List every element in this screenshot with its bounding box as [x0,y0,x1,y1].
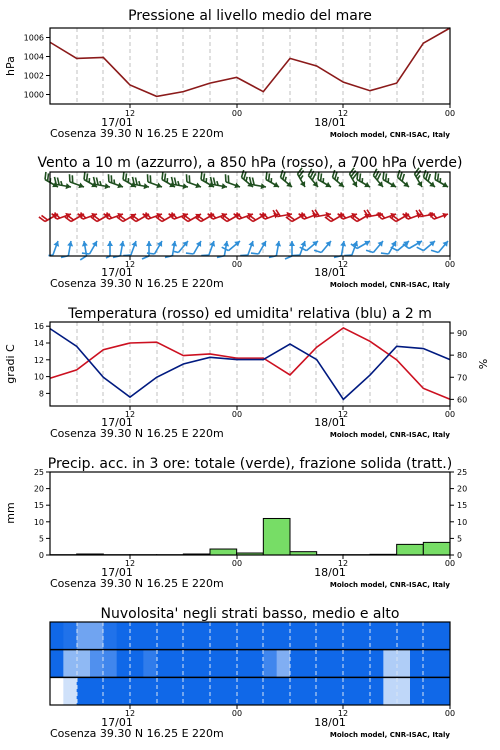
cloud-cell [330,650,344,678]
cloud-cell [330,622,344,650]
wind-barb [221,208,242,226]
cloud-cell [210,622,224,650]
date-label: 18/01 [314,566,346,579]
cloud-cell [143,650,157,678]
y-tick-label: 25 [33,468,44,477]
cloud-cell [423,650,437,678]
cloud-cell [370,650,384,678]
cloud-cell [157,677,171,705]
time-tick-label: 12 [124,559,136,568]
wind-barb [130,208,151,226]
y-tick-label: 0 [38,551,44,560]
cloud-cell [437,622,451,650]
y-tick-label: 14 [33,339,44,348]
wind-barb [390,208,411,226]
cloud-cell [130,650,144,678]
cloud-cell [170,650,184,678]
location-label: Cosenza 39.30 N 16.25 E 220m [50,577,224,590]
cloud-cell [290,677,304,705]
cloud-cell [130,677,144,705]
y-tick-label: 20 [33,484,44,494]
y-axis-label: mm [4,502,17,524]
wind-barb [39,208,60,226]
time-tick-label: 00 [444,410,456,419]
cloud-cell [117,650,131,678]
model-credit: Moloch model, CNR-ISAC, Italy [329,281,450,289]
wind-barb [325,208,346,226]
cloud-cell [397,677,411,705]
date-label: 17/01 [101,566,133,579]
cloud-cell [103,622,117,650]
time-tick-label: 12 [124,260,136,269]
cloud-cell [357,622,371,650]
model-credit: Moloch model, CNR-ISAC, Italy [329,131,450,139]
wind-barb [286,208,307,226]
date-label: 17/01 [101,116,133,129]
cloud-cell [77,622,91,650]
cloud-cell [103,677,117,705]
cloud-cell [277,650,291,678]
y-tick-label: 10 [33,372,44,382]
cloud-cell [183,650,197,678]
y-right-tick-label: 80 [457,351,468,361]
time-tick-label: 12 [337,709,349,718]
cloud-cell [183,677,197,705]
wind-barb [77,240,90,259]
cloud-cell [170,677,184,705]
date-label: 17/01 [101,266,133,279]
y-right-tick-label: 5 [457,534,463,544]
wind-barb [65,208,86,226]
cloud-cell [263,622,277,650]
location-label: Cosenza 39.30 N 16.25 E 220m [50,127,224,140]
y-axis-label: gradi C [4,344,17,384]
cloud-cell [290,650,304,678]
y-tick-label: 1002 [23,71,44,81]
cloud-cell [250,650,264,678]
location-label: Cosenza 39.30 N 16.25 E 220m [50,427,224,440]
cloud-cell [223,622,237,650]
y-right-tick-label: 15 [457,501,468,511]
cloud-cell [50,622,64,650]
y-right-tick-label: 10 [457,517,468,527]
wind-barb [314,237,333,257]
location-label: Cosenza 39.30 N 16.25 E 220m [50,277,224,290]
cloud-cell [397,650,411,678]
time-tick-label: 12 [337,559,349,568]
time-tick-label: 12 [124,109,136,118]
y-right-tick-label: 90 [457,329,468,339]
cloud-cell [63,650,77,678]
cloud-cell [250,622,264,650]
precip-bar [423,542,450,555]
cloud-cell [63,677,77,705]
y-right-tick-label: 70 [457,373,468,383]
wind-barb [431,237,450,257]
y-tick-label: 12 [33,355,44,365]
cloud-cell [343,677,357,705]
time-tick-label: 12 [337,410,349,419]
model-credit: Moloch model, CNR-ISAC, Italy [329,581,450,589]
cloud-cell [117,677,131,705]
y-tick-label: 1000 [23,90,44,100]
y-tick-label: 15 [33,501,44,511]
cloud-cell [357,677,371,705]
time-tick-label: 00 [231,260,243,269]
date-label: 18/01 [314,416,346,429]
cloud-cell [237,622,251,650]
cloud-cell [90,650,104,678]
cloud-cell [317,677,331,705]
cloud-cell [343,622,357,650]
cloud-cell [143,677,157,705]
cloud-cell [50,677,64,705]
temperature-frame [50,322,450,406]
cloud-cell [437,677,451,705]
cloud-cell [117,622,131,650]
wind-barb [156,208,177,226]
cloud-cell [410,677,424,705]
cloud-cell [63,622,77,650]
y-axis-label: hPa [4,56,17,76]
time-tick-label: 00 [444,709,456,718]
cloud-cell [410,650,424,678]
time-tick-label: 00 [231,709,243,718]
time-tick-label: 12 [124,709,136,718]
precip-bar [210,549,237,555]
wind-barb [237,170,257,189]
y-tick-label: 5 [38,534,44,544]
cloud-cell [197,622,211,650]
time-tick-label: 00 [231,410,243,419]
cloud-cell [90,622,104,650]
cloud-cell [223,677,237,705]
date-label: 18/01 [314,266,346,279]
time-tick-label: 00 [444,559,456,568]
wind-barb [247,208,268,226]
date-label: 18/01 [314,116,346,129]
wind-barb [248,177,267,190]
chart-title: Nuvolosita' negli strati basso, medio e alto [100,606,400,622]
cloud-cell [317,650,331,678]
cloud-cell [90,677,104,705]
cloud-cell [343,650,357,678]
date-label: 17/01 [101,716,133,729]
chart-title: Vento a 10 m (azzurro), a 850 hPa (rosso), a 700 hPa (verde) [37,155,463,171]
wind-barb [381,238,399,259]
cloud-cell [357,650,371,678]
y-right-axis-label: % [477,358,490,370]
date-label: 18/01 [314,716,346,729]
wind-barb [186,238,204,259]
cloud-cell [103,650,117,678]
wind-barb [91,208,112,226]
cloud-cell [277,677,291,705]
cloud-cell [77,677,91,705]
precip-bar [263,518,290,555]
model-credit: Moloch model, CNR-ISAC, Italy [329,431,450,439]
cloud-cell [397,622,411,650]
cloud-cell [210,650,224,678]
pressure-frame [50,28,450,104]
time-tick-label: 12 [337,260,349,269]
cloud-cell [330,677,344,705]
cloud-cell [157,622,171,650]
cloud-cell [370,677,384,705]
umidita-line [50,329,450,400]
cloud-cell [423,677,437,705]
time-tick-label: 00 [444,109,456,118]
time-tick-label: 00 [444,260,456,269]
cloud-cell [130,622,144,650]
cloud-cell [157,650,171,678]
cloud-cell [303,650,317,678]
y-tick-label: 1004 [23,52,44,62]
cloud-cell [383,650,397,678]
model-credit: Moloch model, CNR-ISAC, Italy [329,731,450,739]
cloud-cell [303,677,317,705]
cloud-cell [237,650,251,678]
cloud-cell [263,677,277,705]
cloud-cell [383,677,397,705]
cloud-cell [197,650,211,678]
cloud-cell [317,622,331,650]
chart-title: Precip. acc. in 3 ore: totale (verde), frazione solida (tratt.) [47,456,453,472]
cloud-cell [50,650,64,678]
wind-barb [195,208,216,226]
y-right-tick-label: 20 [457,484,468,494]
precip-frame [50,472,450,555]
cloud-cell [410,622,424,650]
wind-barb [251,238,269,259]
cloud-cell [290,622,304,650]
cloud-cell [277,622,291,650]
cloud-cell [437,650,451,678]
temperatura-line [50,328,450,399]
y-tick-label: 8 [38,389,44,399]
y-tick-label: 16 [33,322,44,332]
cloud-cell [197,677,211,705]
cloud-cell [263,650,277,678]
chart-title: Temperatura (rosso) ed umidita' relativa (blu) a 2 m [68,306,432,322]
wind-barb [312,207,331,220]
cloud-cell [223,650,237,678]
location-label: Cosenza 39.30 N 16.25 E 220m [50,727,224,740]
cloud-cell [210,677,224,705]
y-right-tick-label: 0 [457,551,463,560]
precip-bar [397,544,424,555]
cloud-cell [303,622,317,650]
time-tick-label: 12 [337,109,349,118]
chart-title: Pressione al livello medio del mare [128,8,372,24]
pressure-line [50,28,450,96]
cloud-cell [170,622,184,650]
cloud-cell [237,677,251,705]
wind-barb [417,236,437,255]
cloud-cell [143,622,157,650]
cloud-cell [77,650,91,678]
time-tick-label: 00 [231,109,243,118]
cloud-cell [423,622,437,650]
y-tick-label: 10 [33,517,44,527]
time-tick-label: 12 [124,410,136,419]
y-right-tick-label: 25 [457,468,468,477]
cloud-cell [383,622,397,650]
time-tick-label: 00 [231,559,243,568]
cloud-cell [183,622,197,650]
cloud-cell [250,677,264,705]
y-right-tick-label: 60 [457,395,468,405]
y-tick-label: 1006 [23,33,44,43]
date-label: 17/01 [101,416,133,429]
cloud-cell [370,622,384,650]
